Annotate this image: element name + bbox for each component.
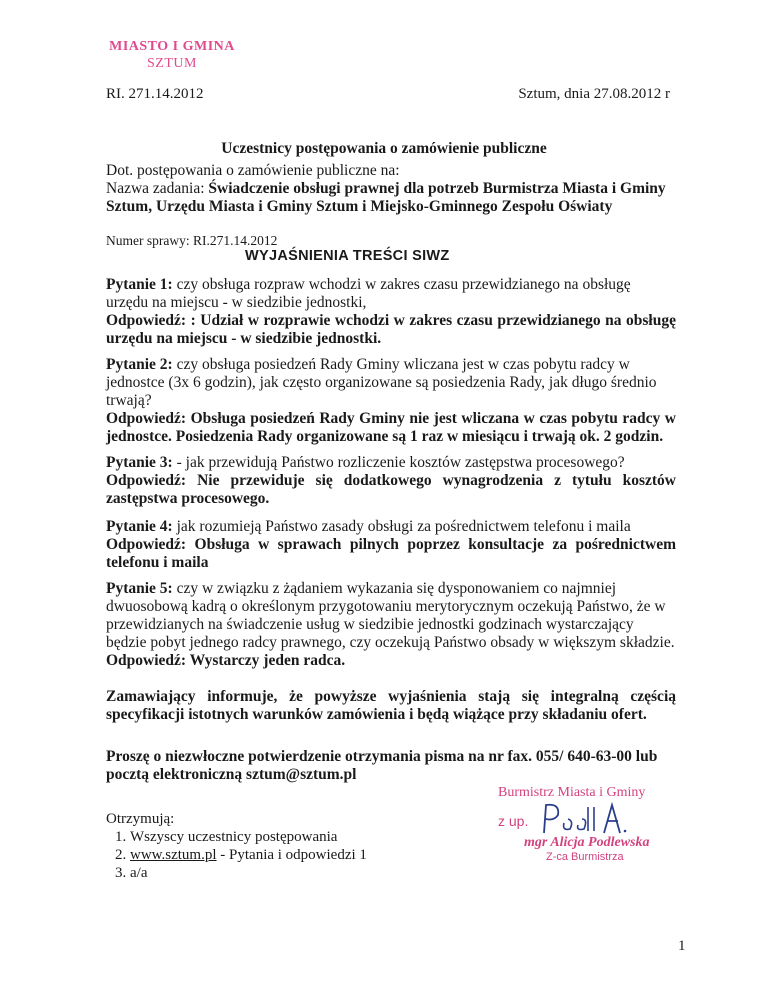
reference-number: RI. 271.14.2012 <box>106 86 204 102</box>
question-2 <box>106 356 676 410</box>
case-number: Numer sprawy: RI.271.14.2012 <box>106 233 278 248</box>
answer-1 <box>106 312 676 348</box>
answer-text: Wystarczy jeden radca. <box>186 652 346 669</box>
question-3 <box>106 454 676 472</box>
question-text: czy obsługa rozpraw wchodzi w zakres czasu przewidzianego na obsługę urzędu na miejscu - w siedzibie jednostki, <box>106 276 631 311</box>
answer-5 <box>106 652 676 670</box>
question-5 <box>106 580 676 652</box>
signature-stamp-line-4: Z-ca Burmistrza <box>546 851 624 863</box>
recipient-item: 2. www.sztum.pl - Pytania i odpowiedzi 1 <box>130 846 676 864</box>
contracting-authority-notice: Zamawiający informuje, że powyższe wyjaśnienia stają się integralną częścią specyfikacji istotnych warunków zamówienia i będą wiążące przy składaniu ofert. <box>106 688 676 723</box>
signature-stamp-line-3: mgr Alicja Podlewska <box>524 835 650 850</box>
question-text: czy w związku z żądaniem wykazania się dysponowaniem co najmniej dwuosobową kadrą o określonym przygotowaniu merytorycznym oczekują Państwo, że w przewidzianych na świadczenie usług w siedzibie jednostki godzinach wystarczający będzie pobyt jednego radcy prawnego, czy oczekują Państwo obsady w większym składzie. <box>106 580 675 651</box>
document-date: Sztum, dnia 27.08.2012 r <box>518 86 670 102</box>
answer-3 <box>106 472 676 508</box>
qa-item-5 <box>106 580 676 670</box>
task-name-line <box>106 180 676 216</box>
signature-stamp-line-1: Burmistrz Miasta i Gminy <box>498 785 646 800</box>
question-label: Pytanie 3: <box>106 454 173 471</box>
qa-item-4 <box>106 518 676 572</box>
handwritten-signature <box>538 799 628 839</box>
question-text: - jak przewidują Państwo rozliczenie kosztów zastępstwa procesowego? <box>172 454 625 471</box>
signature-stamp-line-2: z up. <box>498 813 529 829</box>
question-label: Pytanie 1: <box>106 276 173 293</box>
answer-label: Odpowiedź: <box>106 652 187 669</box>
task-name: Świadczenie obsługi prawnej dla potrzeb Burmistrza Miasta i Gminy Sztum, Urzędu Miasta i Gminy Sztum i Miejsko-Gminnego Zespołu Oświaty <box>106 180 666 215</box>
answer-label: Odpowiedź: <box>106 536 187 553</box>
document-title: WYJAŚNIENIA TREŚCI SIWZ <box>245 248 450 264</box>
answer-2 <box>106 410 676 446</box>
task-label: Nazwa zadania: <box>106 180 209 197</box>
answer-label: Odpowiedź: <box>106 312 187 329</box>
question-1 <box>106 276 676 312</box>
qa-item-3 <box>106 454 676 508</box>
answer-label: Odpowiedź: <box>106 410 187 427</box>
answer-text: Obsługa posiedzeń Rady Gminy nie jest wliczana w czas pobytu radcy w jednostce. Posiedzenia Rady organizowane są 1 raz w miesiącu i trwają ok. 2 godzin. <box>106 410 676 445</box>
question-label: Pytanie 5: <box>106 580 173 597</box>
question-text: czy obsługa posiedzeń Rady Gminy wliczana jest w czas pobytu radcy w jednostce (3x 6 godzin), jak często organizowane są posiedzenia Rady, jak długo średnio trwają? <box>106 356 657 409</box>
recipient-item: 3. a/a <box>130 864 676 882</box>
answer-label: Odpowiedź: <box>106 472 187 489</box>
recipient-item: 1. Wszyscy uczestnicy postępowania <box>130 828 676 846</box>
website-link[interactable]: www.sztum.pl <box>130 847 217 863</box>
question-4 <box>106 518 676 536</box>
addressee-heading: Uczestnicy postępowania o zamówienie publiczne <box>221 140 547 157</box>
municipality-stamp <box>92 38 252 72</box>
answer-text: : Udział w rozprawie wchodzi w zakres czasu przewidzianego na obsługę urzędu na miejscu - w siedzibie jednostki. <box>106 312 676 347</box>
subject-intro: Dot. postępowania o zamówienie publiczne na: <box>106 162 400 179</box>
question-label: Pytanie 2: <box>106 356 173 373</box>
subject-block <box>106 162 676 216</box>
stamp-line-2: SZTUM <box>147 56 197 71</box>
recipients-label: Otrzymują: <box>106 811 175 827</box>
answer-4 <box>106 536 676 572</box>
confirmation-request: Proszę o niezwłoczne potwierdzenie otrzymania pisma na nr fax. 055/ 640-63-00 lub pocztą elektroniczną sztum@sztum.pl <box>106 748 658 783</box>
page-number: 1 <box>678 938 686 954</box>
qa-item-1 <box>106 276 676 348</box>
qa-item-2 <box>106 356 676 446</box>
answer-text: Obsługa w sprawach pilnych poprzez konsultacje za pośrednictwem telefonu i maila <box>106 536 676 571</box>
stamp-line-1: MIASTO I GMINA <box>109 39 235 54</box>
question-label: Pytanie 4: <box>106 518 173 535</box>
answer-text: Nie przewiduje się dodatkowego wynagrodzenia z tytułu kosztów zastępstwa procesowego. <box>106 472 676 507</box>
question-text: jak rozumieją Państwo zasady obsługi za pośrednictwem telefonu i maila <box>172 518 631 535</box>
